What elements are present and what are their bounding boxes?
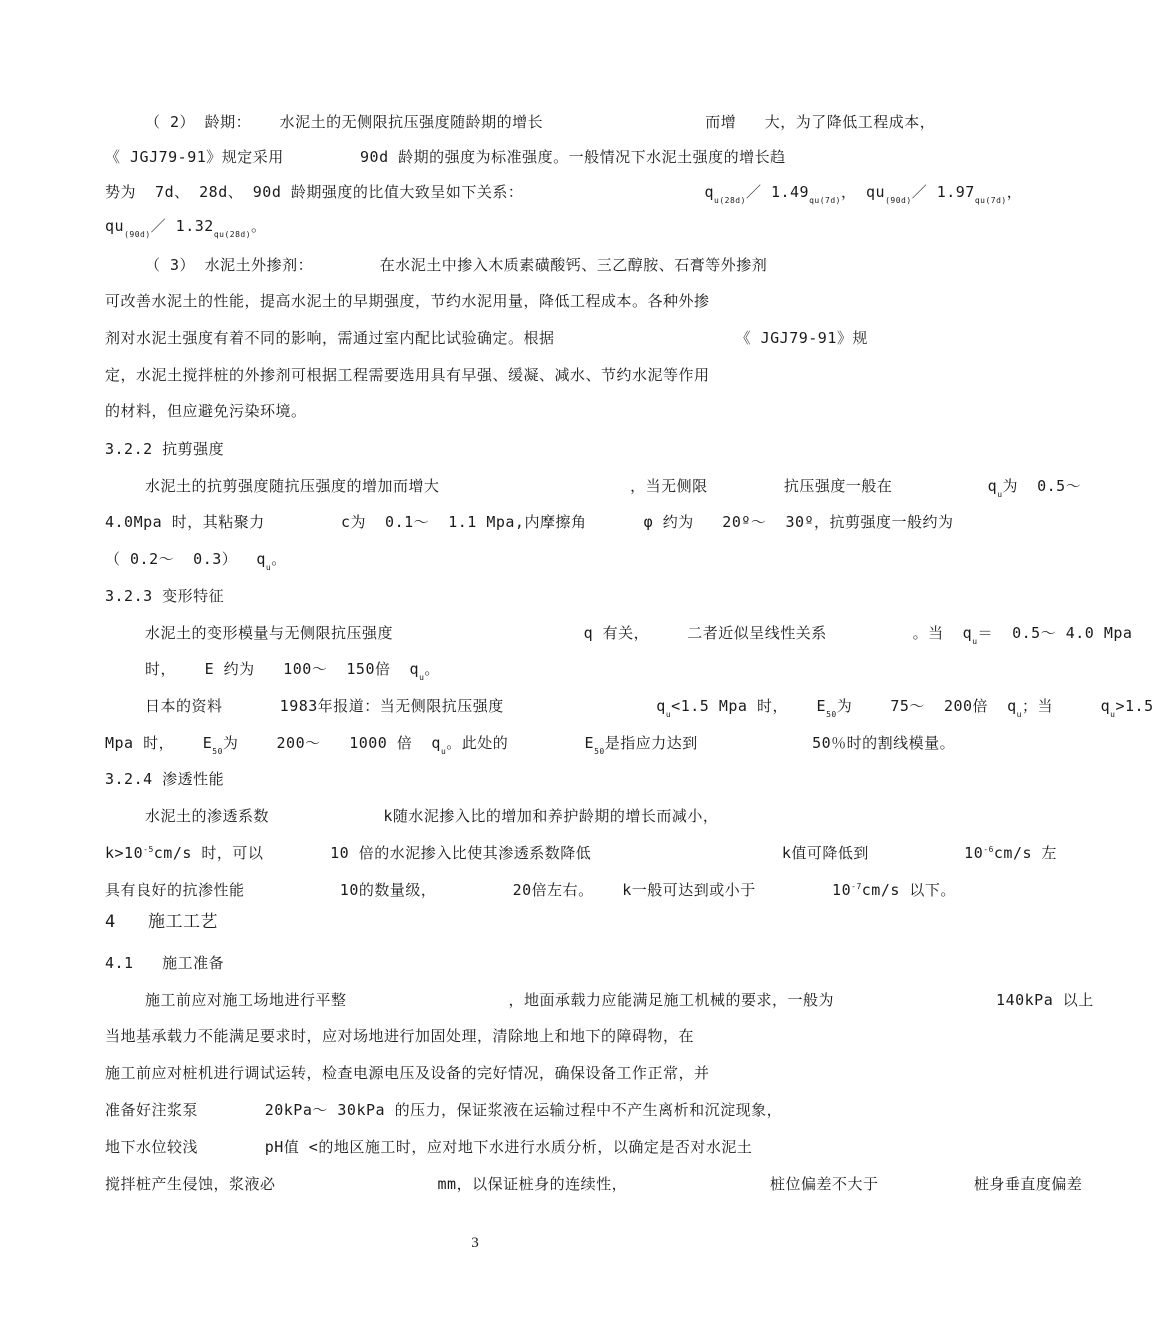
text-line: 搅拌桩产生侵蚀，浆液必 mm，以保证桩身的连续性， 桩位偏差不大于 桩身垂直度偏差 — [105, 1175, 1083, 1193]
subscript: u(28d) — [714, 196, 746, 205]
page-number: 3 — [471, 1235, 479, 1251]
text-line: 的材料，但应避免污染环境。 — [105, 402, 307, 420]
subscript: qu(7d) — [974, 196, 1007, 205]
text-line: 施工前应对施工场地进行平整 ，地面承载力应能满足施工机械的要求，一般为 140kPa 以上 — [145, 991, 1094, 1009]
text-line-part: （ 0.2～ 0.3） q — [105, 550, 266, 568]
text-line: 《 JGJ79-91》规定采用 90d 龄期的强度为标准强度。一般情况下水泥土强度的增长趋 — [105, 148, 786, 166]
text-line: Mpa 时， $E_{50}$为 200～ 1000 倍 $q_u$。此处的 $E_{50}$是指应力达到 50％时的割线模量。 — [105, 734, 956, 756]
text-line: 势为 7d、 28d、 90d 龄期强度的比值大致呈如下关系： $q_{u(28d)}/$ $1.49_{qu(7d)}$， $qu_{(90d)}/$ $1.97_{qu(7d)}$， — [105, 183, 1023, 205]
section-heading: 3.2.3 变形特征 — [105, 587, 225, 605]
text-line: （ 3） 水泥土外掺剂： 在水泥土中掺入木质素磺酸钙、三乙醇胺、石膏等外掺剂 — [145, 256, 768, 274]
subscript: qu(28d) — [213, 230, 252, 239]
chapter-heading: 4 施工工艺 — [105, 912, 218, 932]
text-line: 地下水位较浅 pH值 <的地区施工时，应对地下水进行水质分析，以确定是否对水泥土 — [105, 1138, 753, 1156]
subscript: u — [265, 563, 272, 572]
text-line: （ 0.2～ 0.3） $q_u$。 — [105, 550, 287, 572]
text-line: $qu_{(90d)}/$ $1.32_{qu(28d)}$。 — [105, 217, 267, 239]
subscript: 50 — [212, 747, 223, 756]
text-line-part: 时， E 约为 100～ 150倍 q — [145, 660, 420, 678]
text-line-part: 日本的资料 1983年报道：当无侧限抗压强度 q — [145, 697, 666, 715]
subscript: (90d) — [885, 196, 912, 205]
text-line: 具有良好的抗渗性能 10的数量级， 20倍左右。 k一般可达到或小于 $10^{-7}cm/s$ 以下。 — [105, 881, 956, 899]
text-line: 水泥土的变形模量与无侧限抗压强度 q 有关， 二者近似呈线性关系 。当 $q_u=$ 0.5～ 4.0 Mpa — [145, 624, 1133, 646]
text-line: 施工前应对桩机进行调试运转，检查电源电压及设备的完好情况，确保设备工作正常，并 — [105, 1064, 710, 1082]
superscript: -5 — [143, 845, 154, 854]
text-line-part: 势为 7d、 28d、 90d 龄期强度的比值大致呈如下关系： q — [105, 183, 715, 201]
subscript: u — [972, 637, 978, 646]
text-line: 可改善水泥土的性能，提高水泥土的早期强度，节约水泥用量，降低工程成本。各种外掺 — [105, 292, 710, 310]
text-line-part: 水泥土的抗剪强度随抗压强度的增加而增大 ，当无侧限 抗压强度一般在 q — [145, 477, 998, 495]
text-line: 当地基承载力不能满足要求时，应对场地进行加固处理，清除地上和地下的障碍物，在 — [105, 1027, 695, 1045]
text-line: 水泥土的渗透系数 k随水泥掺入比的增加和养护龄期的增长而减小， — [145, 807, 719, 825]
text-line: 剂对水泥土强度有着不同的影响，需通过室内配比试验确定。根据 《 JGJ79-91》规 — [105, 329, 868, 347]
text-line: 日本的资料 1983年报道：当无侧限抗压强度 $q_u<1.5$ Mpa 时， $E_{50}$为 75～ 200倍 $q_u$；当 $q_u>1.5$ — [145, 697, 1154, 719]
subscript: u — [419, 673, 425, 682]
text-line: （ 2） 龄期： 水泥土的无侧限抗压强度随龄期的增长 而增 大，为了降低工程成本， — [145, 113, 936, 131]
subscript: u — [440, 747, 447, 756]
text-line-part: k>10 — [105, 844, 144, 862]
subscript: u — [997, 490, 1003, 499]
section-heading: 3.2.4 渗透性能 — [105, 770, 225, 788]
subscript: u — [665, 710, 672, 719]
text-line: 定，水泥土搅拌桩的外掺剂可根据工程需要选用具有早强、缓凝、减水、节约水泥等作用 — [105, 366, 710, 384]
text-line-part: 水泥土的变形模量与无侧限抗压强度 q 有关， 二者近似呈线性关系 。当 q — [145, 624, 973, 642]
text-line: 时， E 约为 100～ 150倍 $q_u$。 — [145, 660, 440, 682]
subscript: u — [1016, 710, 1022, 719]
subscript: (90d) — [124, 230, 151, 239]
text-line-part: qu — [105, 217, 125, 235]
text-line: $k>10^{-5}cm/s$ 时，可以 10 倍的水泥掺入比使其渗透系数降低 k值可降低到 $10^{-6}cm/s$ 左 — [105, 844, 1058, 862]
section-heading: 4.1 施工准备 — [105, 954, 225, 972]
text-line: 4.0Mpa 时，其粘聚力 c为 0.1～ 1.1 Mpa,内摩擦角 φ 约为 20º～ 30º，抗剪强度一般约为 — [105, 513, 954, 531]
section-heading: 3.2.2 抗剪强度 — [105, 440, 225, 458]
subscript: 50 — [594, 747, 605, 756]
text-line: 水泥土的抗剪强度随抗压强度的增加而增大 ，当无侧限 抗压强度一般在 $q_u$为 0.5～ — [145, 477, 1082, 499]
text-line-part: 具有良好的抗渗性能 10的数量级， 20倍左右。 k一般可达到或小于 10 — [105, 881, 852, 899]
text-line: 准备好注浆泵 20kPa～ 30kPa 的压力，保证浆液在运输过程中不产生离析和沉淀现象， — [105, 1101, 783, 1119]
text-line-part: Mpa 时， E — [105, 734, 213, 752]
subscript: 50 — [826, 710, 837, 719]
superscript: -7 — [851, 882, 862, 891]
subscript: qu(7d) — [809, 196, 841, 205]
superscript: -6 — [983, 845, 994, 854]
subscript: u — [1110, 710, 1116, 719]
